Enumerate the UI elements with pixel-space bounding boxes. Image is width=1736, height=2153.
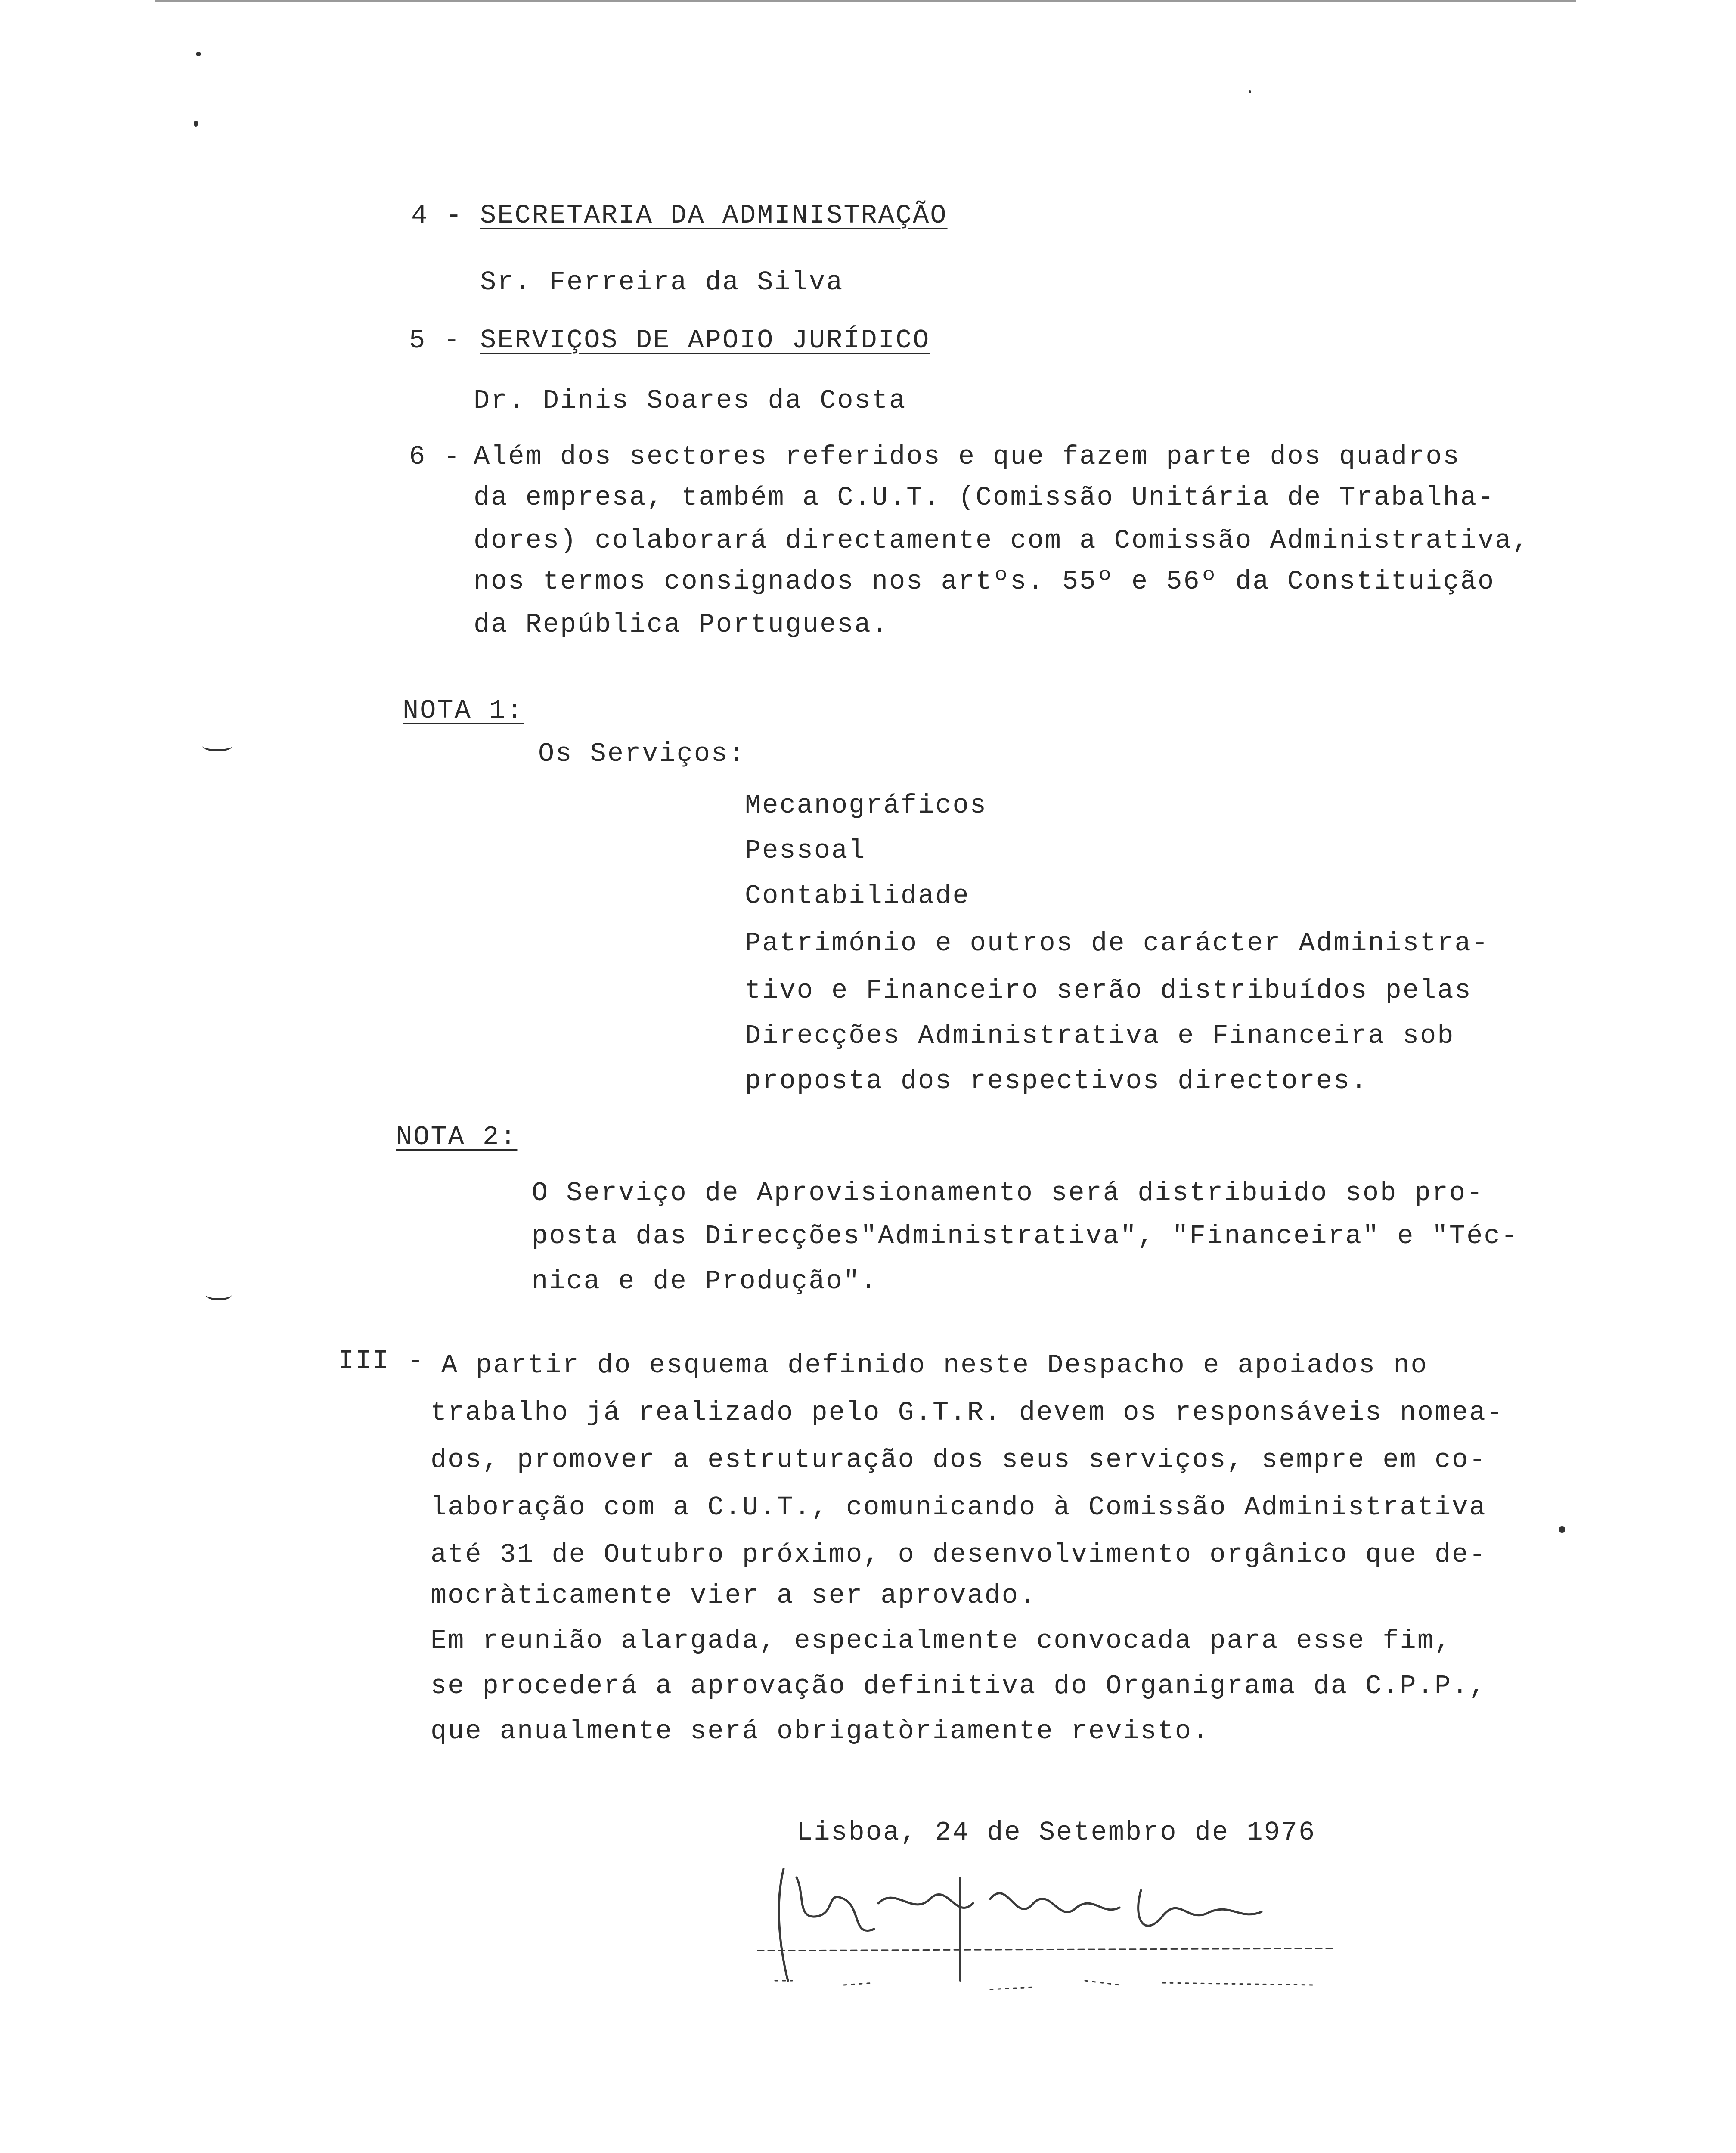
scan-speck [1559, 1526, 1566, 1533]
scan-speck [194, 121, 198, 127]
section-5-title: SERVIÇOS DE APOIO JURÍDICO [480, 325, 930, 356]
nota-1-label: NOTA 1: [403, 695, 524, 726]
section-6-number: 6 - [409, 441, 461, 472]
section-5-number: 5 - [409, 325, 461, 356]
nota-1-service: Mecanográficos [745, 790, 987, 821]
part-3-line: até 31 de Outubro próximo, o desenvolvimento orgânico que de- [431, 1539, 1487, 1570]
margin-mark [202, 741, 232, 751]
section-6-line: nos termos consignados nos artºs. 55º e 56º da Constituição [474, 566, 1495, 597]
part-3-line: dos, promover a estruturação dos seus serviços, sempre em co- [431, 1445, 1487, 1475]
part-3-line: laboração com a C.U.T., comunicando à Comissão Administrativa [431, 1492, 1487, 1523]
nota-1-line: Direcções Administrativa e Financeira sob [745, 1021, 1455, 1051]
nota-2-line: O Serviço de Aprovisionamento será distribuido sob pro- [532, 1178, 1484, 1208]
part-3-line: mocràticamente vier a ser aprovado. [431, 1580, 1037, 1611]
part-3-number: III - [338, 1346, 425, 1376]
part-3-line: Em reunião alargada, especialmente convocada para esse fim, [431, 1626, 1452, 1656]
nota-1-intro: Os Serviços: [538, 738, 746, 769]
nota-1-service: Contabilidade [745, 881, 970, 911]
section-4-person: Sr. Ferreira da Silva [480, 267, 844, 298]
nota-2-line: posta das Direcções"Administrativa", "Financeira" e "Téc- [532, 1221, 1519, 1251]
section-6-line: Além dos sectores referidos e que fazem parte dos quadros [474, 441, 1460, 472]
part-3-line: A partir do esquema definido neste Despacho e apoiados no [441, 1350, 1428, 1381]
nota-1-line: Património e outros de carácter Administra- [745, 928, 1489, 959]
section-5-person: Dr. Dinis Soares da Costa [474, 385, 907, 416]
place-date: Lisboa, 24 de Setembro de 1976 [797, 1817, 1316, 1848]
section-6-line: da República Portuguesa. [474, 609, 889, 640]
part-3-line: que anualmente será obrigatòriamente revisto. [431, 1716, 1210, 1747]
signature-drawing [732, 1852, 1421, 2045]
nota-1-line: tivo e Financeiro serão distribuídos pelas [745, 975, 1472, 1006]
scan-speck [1249, 90, 1251, 93]
part-3-line: trabalho já realizado pelo G.T.R. devem os responsáveis nomea- [431, 1397, 1504, 1428]
section-4-number: 4 - [411, 200, 463, 231]
nota-1-service: Pessoal [745, 835, 866, 866]
signature [732, 1852, 1421, 2045]
section-6-line: da empresa, também a C.U.T. (Comissão Unitária de Trabalha- [474, 482, 1495, 513]
section-6-line: dores) colaborará directamente com a Comissão Administrativa, [474, 525, 1530, 556]
margin-mark [206, 1290, 232, 1300]
page-top-edge [155, 0, 1576, 2]
part-3-line: se procederá a aprovação definitiva do Organigrama da C.P.P., [431, 1671, 1487, 1701]
scan-speck [196, 52, 201, 56]
nota-2-line: nica e de Produção". [532, 1266, 878, 1297]
nota-2-label: NOTA 2: [396, 1122, 518, 1152]
nota-1-line: proposta dos respectivos directores. [745, 1066, 1368, 1096]
section-4-title: SECRETARIA DA ADMINISTRAÇÃO [480, 200, 948, 231]
